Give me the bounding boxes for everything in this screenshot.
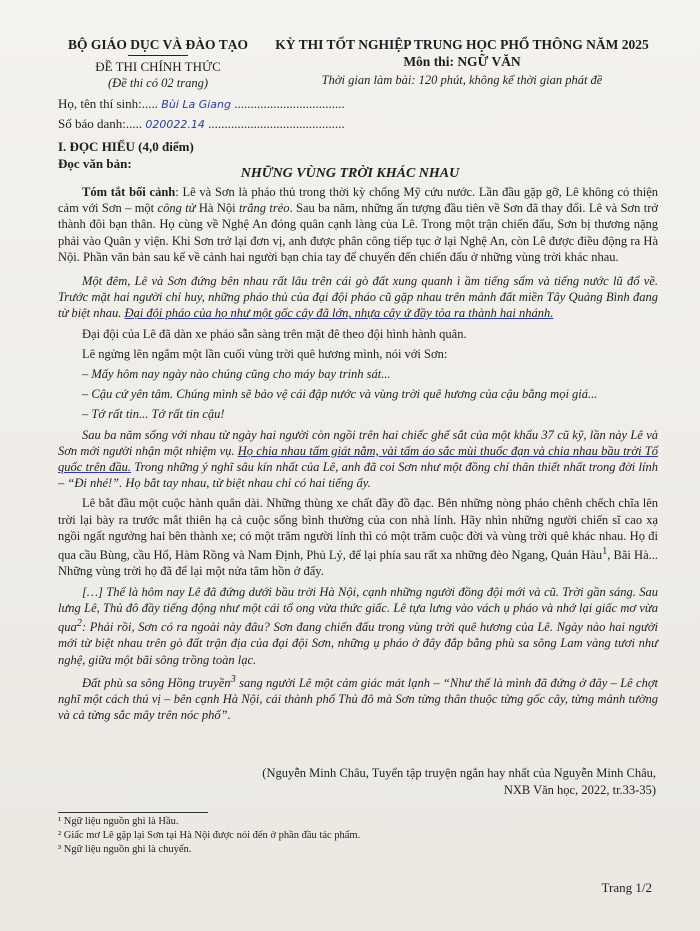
paragraph-text: : Phải rồi, Sơn có ra ngoài này đâu? Sơn đang chiến đấu trong vùng trời quê hương của Lê. Ngày nào hai người mới từ biệt nhau trên gò đất trận địa của đại đội Sơn, những ụ pháo ở đây đắp bằng phù sa sông Lam vàng tươi như nghệ, giữa một bãi sông trồng toàn lạc.: [58, 620, 658, 667]
paragraph-text: Một đêm, Lê và Sơn đứng bên nhau rất lâu trên cái gò đất xung quanh ì ầm tiếng sấm và tiếng nước lũ đổ về. Trước mặt hai người chỉ huy, những pháo thủ của đại đội pháo cũ gặp nhau trên mảnh đất miền Tây Quảng Bình đang từ biệt nhau.: [58, 274, 658, 321]
candidate-name-label: Họ, tên thí sinh:.....: [58, 96, 159, 111]
passage-body: [58, 184, 658, 728]
paragraph-6: [58, 584, 658, 668]
candidate-id-label: Số báo danh:.....: [58, 116, 143, 131]
footnote-ref: 2: [76, 618, 82, 630]
candidate-id-row: [58, 114, 345, 134]
footnote-2: ² Giấc mơ Lê gặp lại Sơn tại Hà Nội được nói đến ở phần đầu tác phẩm.: [58, 830, 361, 841]
page-number: Trang 1/2: [601, 880, 652, 895]
header-left: [58, 36, 258, 92]
footnote-ref: 1: [602, 546, 608, 558]
context-summary: [58, 184, 658, 265]
paragraph-1: [58, 273, 658, 322]
paragraph-2: Đại đội của Lê đã dàn xe pháo sẵn sàng trên mặt đê theo đội hình hành quân.: [82, 326, 467, 341]
dialogue-line-1: – Mấy hôm nay ngày nào chúng cũng cho máy bay trinh sát...: [82, 367, 391, 382]
source-line-1: (Nguyễn Minh Châu, Tuyển tập truyện ngắn hay nhất của Nguyễn Minh Châu,: [262, 766, 656, 780]
paragraph-text: Đất phù sa sông Hồng truyền: [82, 675, 231, 690]
source-line-2: NXB Văn học, 2022, tr.33-35): [503, 783, 656, 797]
candidate-name-value[interactable]: Bùi La Giang: [161, 98, 231, 111]
dotted-fill: ..................................: [234, 96, 345, 111]
dialogue-line-2: – Cậu cứ yên tâm. Chúng mình sẽ bảo vệ cái đập nước và vùng trời quê hương của cậu bằng mọi giá...: [82, 387, 598, 402]
paragraph-text: Sau ba năm sống với nhau từ ngày hai người còn ngồi trên hai chiếc ghế sắt của một khẩu 37 cũ kỹ, lần này Lê và Sơn mới người nhận một nhiệm vụ.: [58, 427, 658, 458]
source-citation: [136, 765, 656, 799]
page-count-note: (Đề thi có 02 trang): [108, 76, 208, 90]
footnote-3: ³ Ngữ liệu nguồn ghi là chuyển.: [58, 844, 192, 855]
candidate-id-value[interactable]: 020022.14: [145, 118, 205, 131]
footnote-divider: [58, 812, 208, 813]
paragraph-text: sang người Lê một cảm giác mát lạnh – “Như thế là mình đã đứng ở đây – Lê chợt nghĩ một cách thú vị – bên cạnh Hà Nội, cái thành phố Thủ đô mà Sơn từng thân thuộc từng gốc cây, từng mảnh tường và cả từng sắc mây trên nóc phố”.: [58, 675, 658, 723]
ministry-name: BỘ GIÁO DỤC VÀ ĐÀO TẠO: [68, 37, 248, 52]
paragraph-text: , Bãi Hà... Những vùng trời họ đã để lại một nửa tâm hồn ở đấy.: [58, 548, 658, 579]
summary-italic: trắng trẻo: [238, 201, 290, 216]
time-note: Thời gian làm bài: 120 phút, không kể thời gian phát đề: [321, 73, 603, 87]
summary-italic: công tử: [157, 201, 196, 216]
paragraph-text: Lê bắt đầu một cuộc hành quân dài. Những thùng xe chất đầy đồ đạc. Bên những nòng pháo chênh chếch chĩa lên trời lại bày ra trước mắt thiên hạ cả cuộc sống bình thường của con nhà lính. Hãy nhìn những người chiến sĩ cao xạ ngồi ngất ngưởng hai bên thành xe; có một trăm người lính thì có một trăm cuộc đời và vùng trời quê khác nhau. Họ đi qua cầu Bùng, cầu Hổ, Hàm Rồng và Nam Định, Phủ Lý, để lại phía sau rất xa những đèo Ngang, Quán Hàu: [58, 496, 658, 563]
section-subtitle: Đọc văn bản:: [58, 156, 132, 171]
candidate-info: [58, 94, 345, 134]
header-right: [262, 36, 662, 89]
passage-title: NHỮNG VÙNG TRỜI KHÁC NHAU: [240, 166, 460, 181]
underlined-text: Họ chia nhau tấm giát nằm, vài tấm áo sắc mùi thuốc đạn và chia nhau bầu trời Tổ quốc trên đầu.: [58, 443, 659, 475]
section-title: I. ĐỌC HIỂU (4,0 điểm): [58, 139, 194, 154]
paragraph-5: [58, 495, 658, 579]
official-label: ĐỀ THI CHÍNH THỨC: [95, 59, 221, 74]
footnotes: [58, 815, 360, 857]
paragraph-4: [58, 427, 658, 492]
paragraph-7: [58, 672, 658, 724]
underlined-text: Đại đội pháo của họ như một gốc cây đã lớn, nhựa cây ứ đầy tỏa ra thành hai nhánh.: [124, 306, 554, 321]
dialogue-line-3: – Tớ rất tin... Tớ rất tin cậu!: [82, 407, 225, 422]
candidate-name-row: [58, 94, 345, 114]
summary-label: Tóm tắt bối cảnh: [82, 185, 176, 199]
header-divider: [128, 55, 188, 56]
exam-title: KỲ THI TỐT NGHIỆP TRUNG HỌC PHỔ THÔNG NĂM 2025: [275, 37, 649, 52]
summary-text: Hà Nội: [195, 201, 239, 216]
paragraph-text: Trong những ý nghĩ sâu kín nhất của Lê, anh đã coi Sơn như một đồng chí thân thiết nhất trong đời lính – “Đi nhé!”. Họ bắt tay nhau, từ biệt nhau chỉ có hai tiếng ấy.: [58, 460, 658, 491]
subject-title: Môn thi: NGỮ VĂN: [403, 54, 521, 69]
footnote-1: ¹ Ngữ liệu nguồn ghi là Hầu.: [58, 816, 179, 827]
summary-text: . Sau ba năm, những ấn tượng đầu tiên về Sơn đã thay đổi. Lê và Sơn trở thành đôi bạn thân. Họ cùng về Nghệ An đóng quân cạnh làng của Lê. Trong một trận chiến đấu, Sơn bị thương nặng phải vào Quân y viện. Khi Sơn trở lại đơn vị, anh được phân công tiếp tục ở lại Nghệ An, còn Lê được điều động ra Hà Nội. Phần văn bản sau kể về cảnh hai người bạn chia tay để chuyển đến chiến đấu ở những vùng trời khác nhau.: [58, 201, 659, 264]
dotted-fill: ..........................................: [208, 116, 345, 131]
summary-text: : Lê và Sơn là pháo thủ trong thời kỳ chống Mỹ cứu nước. Lần đầu gặp gỡ, Lê không có thiện cảm với Sơn – một: [58, 185, 658, 216]
paragraph-text: […] Thế là hôm nay Lê đã đứng dưới bầu trời Hà Nội, cạnh những người đồng đội mới và cũ. Trời gần sáng. Sau lưng Lê, Thủ đô đầy tiếng động như một cái tổ ong vừa thức giấc. Lê tựa lưng vào vách ụ pháo và nhớ lại giấc mơ vừa qua: [58, 584, 658, 635]
footnote-ref: 3: [230, 673, 236, 685]
paragraph-3: Lê ngửng lên ngắm một lần cuối vùng trời quê hương mình, nói với Sơn:: [82, 346, 448, 361]
